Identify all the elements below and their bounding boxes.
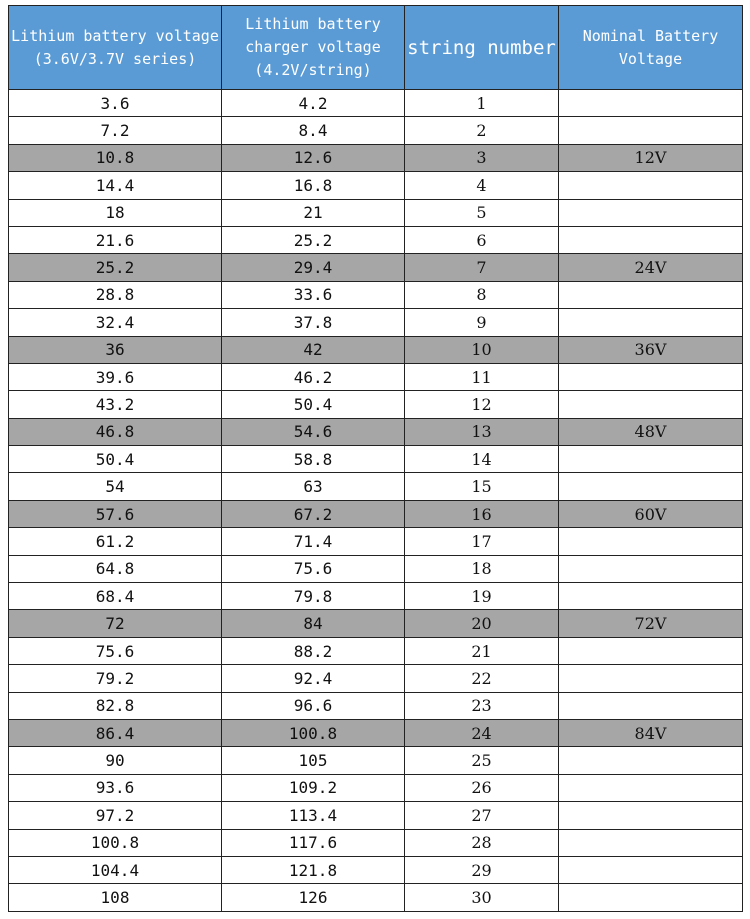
cell-battery-voltage: 72 <box>9 610 222 637</box>
cell-string-number: 16 <box>405 500 559 527</box>
cell-nominal-voltage <box>559 747 743 774</box>
cell-string-number: 5 <box>405 199 559 226</box>
cell-nominal-voltage: 24V <box>559 254 743 281</box>
cell-battery-voltage: 43.2 <box>9 391 222 418</box>
cell-charger-voltage: 12.6 <box>222 144 405 171</box>
header-string-number: string number <box>405 6 559 90</box>
voltage-table <box>8 5 743 912</box>
cell-nominal-voltage <box>559 774 743 801</box>
cell-charger-voltage: 21 <box>222 199 405 226</box>
cell-nominal-voltage <box>559 363 743 390</box>
cell-charger-voltage: 75.6 <box>222 555 405 582</box>
table-row <box>9 856 743 883</box>
table-row <box>9 473 743 500</box>
cell-nominal-voltage <box>559 692 743 719</box>
cell-battery-voltage: 82.8 <box>9 692 222 719</box>
table-row <box>9 528 743 555</box>
cell-charger-voltage: 54.6 <box>222 418 405 445</box>
cell-string-number: 24 <box>405 719 559 746</box>
cell-battery-voltage: 3.6 <box>9 90 222 117</box>
cell-battery-voltage: 39.6 <box>9 363 222 390</box>
cell-battery-voltage: 61.2 <box>9 528 222 555</box>
table-row <box>9 363 743 390</box>
cell-charger-voltage: 79.8 <box>222 583 405 610</box>
cell-battery-voltage: 25.2 <box>9 254 222 281</box>
cell-string-number: 26 <box>405 774 559 801</box>
cell-charger-voltage: 105 <box>222 747 405 774</box>
cell-battery-voltage: 36 <box>9 336 222 363</box>
table-row <box>9 90 743 117</box>
cell-nominal-voltage <box>559 391 743 418</box>
voltage-table-container <box>8 5 743 912</box>
cell-charger-voltage: 88.2 <box>222 637 405 664</box>
cell-nominal-voltage <box>559 117 743 144</box>
cell-battery-voltage: 14.4 <box>9 172 222 199</box>
cell-battery-voltage: 21.6 <box>9 226 222 253</box>
cell-battery-voltage: 57.6 <box>9 500 222 527</box>
cell-charger-voltage: 126 <box>222 884 405 911</box>
cell-nominal-voltage <box>559 446 743 473</box>
table-body <box>9 90 743 912</box>
cell-battery-voltage: 79.2 <box>9 665 222 692</box>
table-row <box>9 309 743 336</box>
cell-nominal-voltage <box>559 829 743 856</box>
cell-nominal-voltage: 60V <box>559 500 743 527</box>
cell-battery-voltage: 28.8 <box>9 281 222 308</box>
table-row <box>9 774 743 801</box>
header-lithium-battery-voltage: Lithium battery voltage (3.6V/3.7V series) <box>9 6 222 90</box>
cell-nominal-voltage <box>559 90 743 117</box>
table-row <box>9 391 743 418</box>
cell-battery-voltage: 90 <box>9 747 222 774</box>
cell-string-number: 13 <box>405 418 559 445</box>
cell-charger-voltage: 63 <box>222 473 405 500</box>
table-row <box>9 226 743 253</box>
cell-charger-voltage: 16.8 <box>222 172 405 199</box>
cell-nominal-voltage <box>559 555 743 582</box>
cell-charger-voltage: 33.6 <box>222 281 405 308</box>
cell-battery-voltage: 100.8 <box>9 829 222 856</box>
cell-string-number: 12 <box>405 391 559 418</box>
table-row <box>9 144 743 171</box>
cell-nominal-voltage <box>559 473 743 500</box>
cell-string-number: 11 <box>405 363 559 390</box>
cell-string-number: 21 <box>405 637 559 664</box>
cell-battery-voltage: 75.6 <box>9 637 222 664</box>
cell-nominal-voltage <box>559 199 743 226</box>
cell-battery-voltage: 68.4 <box>9 583 222 610</box>
cell-battery-voltage: 54 <box>9 473 222 500</box>
cell-charger-voltage: 8.4 <box>222 117 405 144</box>
cell-nominal-voltage: 72V <box>559 610 743 637</box>
table-header <box>9 6 743 90</box>
cell-nominal-voltage <box>559 281 743 308</box>
cell-charger-voltage: 4.2 <box>222 90 405 117</box>
cell-string-number: 10 <box>405 336 559 363</box>
cell-charger-voltage: 71.4 <box>222 528 405 555</box>
cell-string-number: 20 <box>405 610 559 637</box>
cell-charger-voltage: 84 <box>222 610 405 637</box>
table-row <box>9 637 743 664</box>
cell-charger-voltage: 67.2 <box>222 500 405 527</box>
cell-battery-voltage: 86.4 <box>9 719 222 746</box>
cell-charger-voltage: 46.2 <box>222 363 405 390</box>
cell-nominal-voltage <box>559 528 743 555</box>
cell-nominal-voltage <box>559 884 743 911</box>
cell-nominal-voltage: 84V <box>559 719 743 746</box>
table-row <box>9 117 743 144</box>
cell-nominal-voltage <box>559 583 743 610</box>
cell-charger-voltage: 92.4 <box>222 665 405 692</box>
cell-battery-voltage: 97.2 <box>9 802 222 829</box>
cell-string-number: 7 <box>405 254 559 281</box>
cell-battery-voltage: 46.8 <box>9 418 222 445</box>
cell-string-number: 14 <box>405 446 559 473</box>
cell-charger-voltage: 100.8 <box>222 719 405 746</box>
cell-nominal-voltage <box>559 665 743 692</box>
cell-string-number: 28 <box>405 829 559 856</box>
cell-string-number: 9 <box>405 309 559 336</box>
cell-string-number: 27 <box>405 802 559 829</box>
table-row <box>9 583 743 610</box>
table-row <box>9 172 743 199</box>
table-row <box>9 446 743 473</box>
cell-string-number: 30 <box>405 884 559 911</box>
cell-string-number: 22 <box>405 665 559 692</box>
cell-charger-voltage: 37.8 <box>222 309 405 336</box>
header-charger-voltage: Lithium battery charger voltage (4.2V/string) <box>222 6 405 90</box>
cell-string-number: 4 <box>405 172 559 199</box>
table-row <box>9 829 743 856</box>
cell-charger-voltage: 42 <box>222 336 405 363</box>
table-row <box>9 281 743 308</box>
cell-string-number: 8 <box>405 281 559 308</box>
cell-string-number: 6 <box>405 226 559 253</box>
cell-string-number: 15 <box>405 473 559 500</box>
cell-string-number: 23 <box>405 692 559 719</box>
cell-battery-voltage: 10.8 <box>9 144 222 171</box>
cell-charger-voltage: 50.4 <box>222 391 405 418</box>
cell-charger-voltage: 29.4 <box>222 254 405 281</box>
cell-charger-voltage: 113.4 <box>222 802 405 829</box>
cell-battery-voltage: 104.4 <box>9 856 222 883</box>
cell-nominal-voltage <box>559 802 743 829</box>
table-row <box>9 692 743 719</box>
table-row <box>9 884 743 911</box>
table-row <box>9 254 743 281</box>
table-row <box>9 336 743 363</box>
cell-charger-voltage: 96.6 <box>222 692 405 719</box>
cell-nominal-voltage <box>559 637 743 664</box>
header-row <box>9 6 743 90</box>
cell-battery-voltage: 108 <box>9 884 222 911</box>
cell-string-number: 19 <box>405 583 559 610</box>
cell-string-number: 3 <box>405 144 559 171</box>
cell-battery-voltage: 50.4 <box>9 446 222 473</box>
cell-string-number: 17 <box>405 528 559 555</box>
cell-nominal-voltage: 36V <box>559 336 743 363</box>
table-row <box>9 665 743 692</box>
cell-charger-voltage: 58.8 <box>222 446 405 473</box>
cell-string-number: 25 <box>405 747 559 774</box>
cell-string-number: 29 <box>405 856 559 883</box>
cell-charger-voltage: 121.8 <box>222 856 405 883</box>
cell-string-number: 1 <box>405 90 559 117</box>
cell-nominal-voltage <box>559 856 743 883</box>
cell-string-number: 2 <box>405 117 559 144</box>
table-row <box>9 500 743 527</box>
table-row <box>9 418 743 445</box>
cell-nominal-voltage <box>559 172 743 199</box>
cell-charger-voltage: 117.6 <box>222 829 405 856</box>
cell-nominal-voltage: 48V <box>559 418 743 445</box>
table-row <box>9 610 743 637</box>
header-nominal-battery-voltage: Nominal Battery Voltage <box>559 6 743 90</box>
cell-charger-voltage: 109.2 <box>222 774 405 801</box>
table-row <box>9 555 743 582</box>
table-row <box>9 719 743 746</box>
table-row <box>9 802 743 829</box>
cell-battery-voltage: 32.4 <box>9 309 222 336</box>
cell-battery-voltage: 64.8 <box>9 555 222 582</box>
table-row <box>9 747 743 774</box>
cell-battery-voltage: 18 <box>9 199 222 226</box>
cell-battery-voltage: 93.6 <box>9 774 222 801</box>
cell-string-number: 18 <box>405 555 559 582</box>
cell-nominal-voltage <box>559 309 743 336</box>
cell-nominal-voltage: 12V <box>559 144 743 171</box>
cell-nominal-voltage <box>559 226 743 253</box>
table-row <box>9 199 743 226</box>
cell-charger-voltage: 25.2 <box>222 226 405 253</box>
cell-battery-voltage: 7.2 <box>9 117 222 144</box>
